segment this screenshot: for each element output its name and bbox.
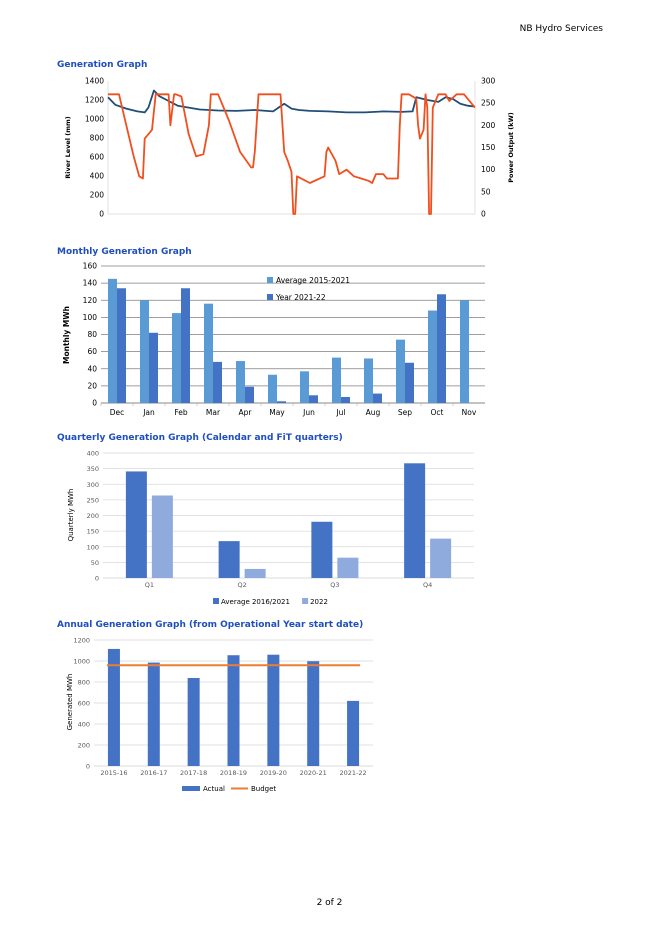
generation-y2label: Power Output (kW) [507, 112, 515, 183]
monthly-bar-b [309, 395, 318, 403]
quarterly-bar-a [311, 522, 332, 578]
generation-chart [64, 77, 515, 219]
quarterly-bar-a [126, 471, 147, 578]
monthly-category-label: Feb [174, 408, 188, 417]
monthly-bar-b [117, 288, 126, 403]
generation-y2tick-label: 300 [481, 76, 496, 86]
quarterly-ytick-label: 150 [86, 527, 99, 536]
monthly-category-label: Aug [365, 408, 381, 417]
quarterly-graph-title: Quarterly Generation Graph (Calendar and FiT quarters) [57, 433, 343, 443]
monthly-bar-b [181, 288, 190, 403]
page-number: 2 of 2 [316, 898, 343, 908]
quarterly-legend-swatch [302, 598, 308, 604]
annual-bar-a [148, 663, 160, 766]
quarterly-chart [67, 450, 474, 607]
quarterly-bar-b [245, 569, 266, 578]
monthly-category-label: Mar [205, 408, 221, 417]
annual-legend-swatch-actual [182, 786, 200, 791]
annual-category-label: 2015-16 [100, 769, 128, 777]
generation-ytick-label: 0 [99, 209, 104, 219]
annual-ytick-label: 600 [77, 699, 90, 708]
annual-bar-a [347, 701, 359, 766]
annual-legend-label-budget: Budget [251, 785, 277, 793]
monthly-category-label: Oct [430, 408, 444, 417]
annual-ytick-label: 0 [85, 762, 90, 771]
quarterly-legend-label: 2022 [310, 598, 328, 606]
monthly-bar-a [108, 279, 117, 403]
monthly-bar-a [236, 361, 245, 403]
generation-y2tick-label: 100 [481, 165, 496, 175]
monthly-legend-label: Year 2021-22 [276, 293, 326, 302]
page-header: NB Hydro Services [519, 24, 603, 34]
generation-y2tick-label: 250 [481, 98, 496, 108]
annual-ytick-label: 800 [77, 678, 90, 687]
monthly-graph-title: Monthly Generation Graph [57, 247, 192, 257]
annual-ytick-label: 400 [77, 720, 90, 729]
generation-ytick-label: 200 [89, 190, 104, 200]
annual-ytick-label: 1000 [73, 657, 90, 666]
monthly-ytick-label: 140 [82, 278, 97, 288]
monthly-category-label: Apr [238, 408, 252, 417]
annual-ylabel: Generated MWh [66, 673, 74, 731]
quarterly-category-label: Q1 [144, 581, 155, 589]
annual-category-label: 2016-17 [140, 769, 168, 777]
monthly-ytick-label: 160 [82, 261, 97, 271]
quarterly-bar-a [219, 541, 240, 578]
monthly-bar-a [460, 300, 469, 403]
monthly-bar-b [277, 401, 286, 403]
annual-bar-a [267, 655, 279, 766]
monthly-ytick-label: 40 [87, 364, 97, 374]
monthly-category-label: Jul [336, 408, 346, 417]
annual-bar-a [108, 649, 120, 766]
generation-ytick-label: 1400 [84, 76, 104, 86]
generation-y2tick-label: 200 [481, 120, 496, 130]
quarterly-ytick-label: 200 [86, 512, 99, 520]
quarterly-category-label: Q2 [237, 581, 247, 589]
quarterly-legend-label: Average 2016/2021 [221, 598, 290, 606]
generation-graph-title: Generation Graph [57, 60, 148, 70]
quarterly-bar-b [430, 539, 451, 578]
generation-ytick-label: 600 [89, 152, 104, 162]
generation-ytick-label: 1000 [84, 114, 104, 124]
monthly-ytick-label: 0 [92, 398, 97, 408]
generation-ytick-label: 1200 [84, 95, 104, 105]
annual-category-label: 2019-20 [259, 769, 287, 777]
monthly-ylabel: Monthly MWh [62, 305, 71, 365]
monthly-ytick-label: 100 [82, 312, 97, 322]
monthly-bar-a [172, 313, 181, 403]
quarterly-ytick-label: 350 [86, 465, 99, 474]
generation-y2tick-label: 150 [481, 143, 496, 152]
annual-ytick-label: 200 [77, 741, 90, 750]
monthly-ytick-label: 120 [82, 295, 97, 305]
annual-category-label: 2020-21 [299, 769, 327, 777]
monthly-legend-label: Average 2015-2021 [276, 276, 351, 285]
monthly-category-label: Jun [303, 408, 315, 417]
monthly-bar-a [140, 300, 149, 403]
quarterly-bar-b [152, 496, 173, 579]
quarterly-ytick-label: 300 [86, 480, 99, 489]
quarterly-ytick-label: 400 [86, 449, 99, 458]
generation-ylabel: River Level (mm) [64, 116, 72, 179]
annual-chart [66, 637, 373, 794]
monthly-bar-b [245, 387, 254, 403]
annual-graph-title: Annual Generation Graph (from Operational Year start date) [57, 620, 364, 630]
monthly-bar-b [437, 294, 446, 403]
monthly-bar-a [428, 311, 437, 403]
monthly-category-label: Sep [397, 408, 413, 417]
quarterly-ytick-label: 250 [86, 496, 99, 505]
monthly-bar-a [204, 304, 213, 403]
annual-ytick-label: 1200 [73, 636, 90, 645]
generation-y2tick-label: 0 [481, 209, 486, 219]
monthly-ytick-label: 20 [87, 381, 97, 391]
monthly-legend-swatch [267, 294, 273, 300]
quarterly-ytick-label: 100 [86, 543, 99, 552]
monthly-bar-b [373, 394, 382, 403]
annual-bar-a [188, 678, 200, 766]
monthly-bar-b [149, 333, 158, 403]
quarterly-ylabel: Quarterly MWh [67, 488, 75, 542]
quarterly-bar-a [404, 463, 425, 578]
quarterly-category-label: Q3 [330, 581, 340, 589]
monthly-chart [62, 262, 485, 418]
monthly-bar-a [332, 358, 341, 403]
monthly-bar-b [405, 363, 414, 403]
monthly-category-label: Nov [461, 408, 477, 417]
monthly-bar-a [268, 375, 277, 403]
annual-bar-a [228, 655, 240, 766]
annual-category-label: 2018-19 [219, 769, 248, 777]
annual-category-label: 2017-18 [180, 769, 208, 777]
monthly-category-label: Jan [143, 408, 155, 417]
annual-legend-label-actual: Actual [203, 785, 225, 793]
monthly-ytick-label: 60 [87, 347, 97, 357]
monthly-bar-a [300, 371, 309, 403]
monthly-ytick-label: 80 [87, 330, 97, 339]
monthly-bar-a [396, 340, 405, 403]
quarterly-legend-swatch [213, 598, 219, 604]
monthly-legend-swatch [267, 277, 273, 283]
quarterly-ytick-label: 50 [90, 558, 99, 567]
monthly-category-label: Dec [109, 408, 125, 417]
generation-y2tick-label: 50 [481, 187, 491, 197]
generation-ytick-label: 800 [89, 133, 104, 143]
power-output-series-line [108, 94, 475, 214]
quarterly-ytick-label: 0 [94, 574, 99, 583]
quarterly-category-label: Q4 [422, 581, 433, 589]
quarterly-bar-b [337, 558, 358, 578]
monthly-bar-b [341, 397, 350, 403]
generation-ytick-label: 400 [89, 171, 104, 181]
monthly-category-label: May [269, 408, 285, 417]
monthly-bar-b [213, 362, 222, 403]
annual-category-label: 2021-22 [339, 769, 367, 777]
monthly-bar-a [364, 358, 373, 403]
annual-bar-a [307, 661, 319, 766]
